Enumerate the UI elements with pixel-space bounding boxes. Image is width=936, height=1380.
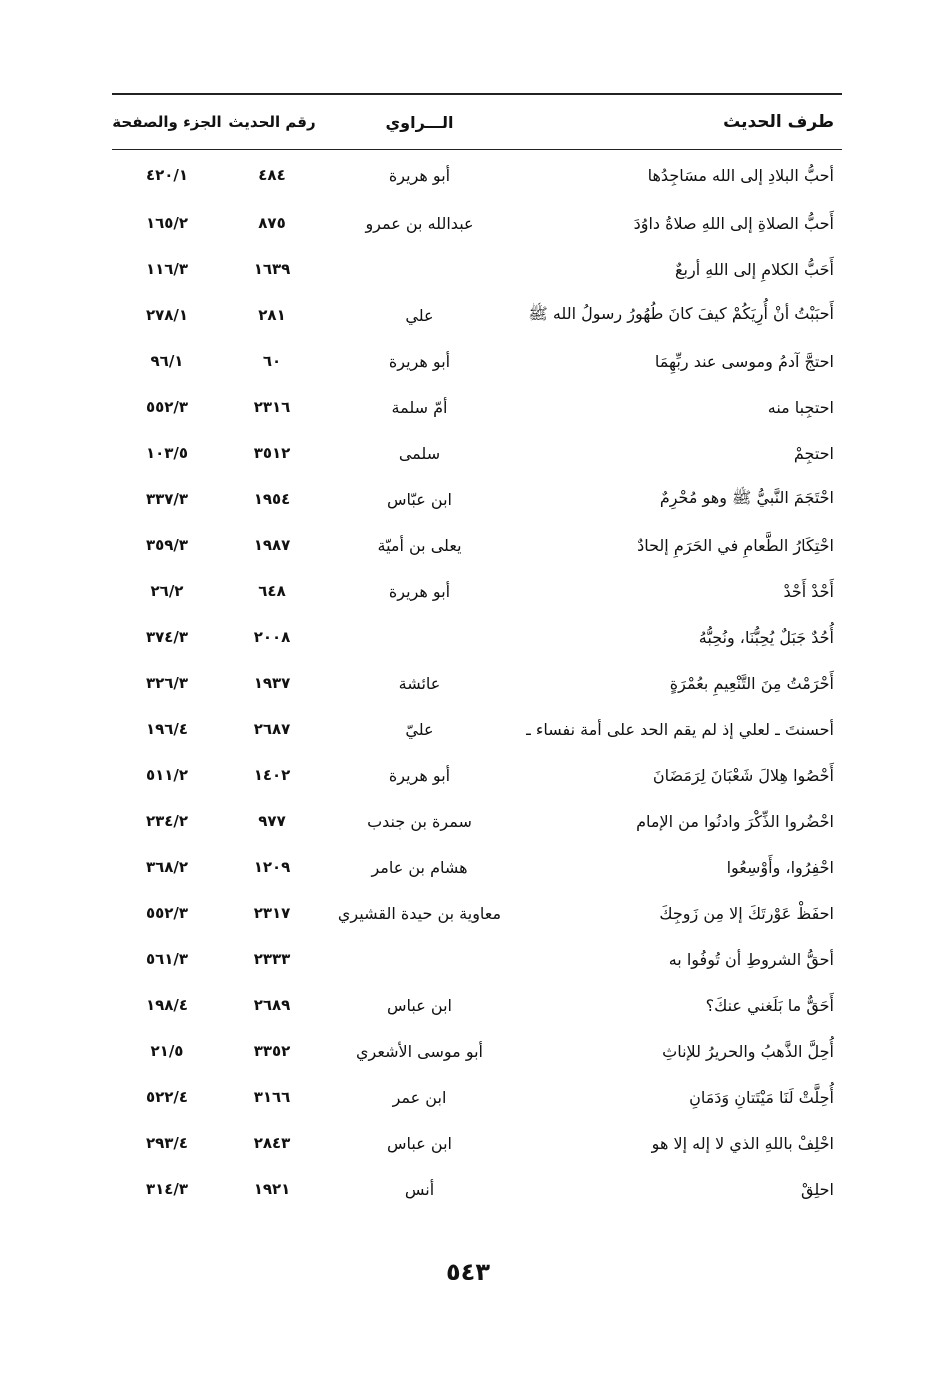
hadith-number: ٣٥١٢ [253,444,291,462]
volume-page: ٥١١/٢ [145,766,189,784]
volume-page: ٣٦٨/٢ [145,858,189,876]
header-hadith-number: رقم الحديث [222,94,322,150]
volume-page: ٣٢٦/٣ [145,674,189,692]
table-row [112,936,842,982]
table-row [112,1120,842,1166]
narrator: ابن عبّاس [387,489,452,509]
volume-page: ٢٦/٢ [150,582,184,600]
volume-page: ٩٦/١ [150,352,184,370]
narrator: عليّ [405,719,434,739]
hadith-text: احتجِبا منه [767,397,834,417]
table-row [112,1166,842,1212]
header-hadith-text: طرف الحديث [517,94,842,150]
hadith-text: أَحَبُّ الكلامِ إلى اللهِ أربعٌ [675,259,834,279]
table-row [112,430,842,476]
volume-page: ٥٢٢/٤ [145,1088,189,1106]
table-row [112,844,842,890]
hadith-text: احتجَّ آدمُ وموسى عند ربِّهِمَا [654,351,834,371]
table-row [112,982,842,1028]
narrator: عبدالله بن عمرو [365,213,474,233]
table-row [112,292,842,338]
hadith-text: أُحُدٌ جَبَلٌ يُحِبُّنَا، ونُحِبُّهُ [698,627,834,647]
hadith-text: احتجِمْ [793,443,834,463]
narrator: معاوية بن حيدة القشيري [337,903,502,923]
volume-page: ٢٩٣/٤ [145,1134,189,1152]
hadith-number: ٤٨٤ [258,166,286,184]
volume-page: ٢١/٥ [150,1042,184,1060]
volume-page: ١١٦/٣ [145,260,189,278]
table-row [112,890,842,936]
narrator: علي [405,305,434,325]
narrator: أبو هريرة [388,765,451,785]
table-row [112,522,842,568]
table-row [112,660,842,706]
hadith-text: أُحِلَّ الذَّهبُ والحريرُ للإناثِ [662,1041,834,1061]
hadith-text: احْفِرُوا، وأَوْسِعُوا [726,857,834,877]
hadith-text: احْتَجَمَ النَّبيُّ ﷺ وهو مُحْرِمٌ [659,487,834,507]
volume-page: ٣٥٩/٣ [145,536,189,554]
table-row [112,798,842,844]
hadith-text: أَحبُّ الصلاةِ إلى اللهِ صلاةُ داوُدَ [633,213,834,233]
hadith-number: ١٩٣٧ [253,674,291,692]
volume-page: ٢٣٤/٢ [145,812,189,830]
hadith-number: ١٢٠٩ [253,858,291,876]
hadith-number: ٢٦٨٧ [253,720,291,738]
volume-page: ٥٥٢/٣ [145,904,189,922]
hadith-text: احلِقْ [801,1179,834,1199]
hadith-text: أَحْرَمْتُ مِنَ التَّنْعِيمِ بعُمْرَةٍ [669,673,834,693]
hadith-text: أَحْصُوا هِلالَ شَعْبَانَ لِرَمَضَانَ [652,765,834,785]
hadith-number: ٢٠٠٨ [253,628,291,646]
hadith-text: أحقُّ الشروطِ أن تُوفُوا به [668,949,834,969]
table-row [112,1028,842,1074]
hadith-text: احْضُروا الذِّكْرَ وادنُوا من الإمام [636,811,834,831]
narrator: أنس [404,1179,435,1199]
hadith-number: ٨٧٥ [258,214,286,232]
hadith-text: أَحبَبْتُ أنْ أُرِيَكُمْ كيفَ كانَ طُهُورُ رسولُ الله ﷺ [528,303,834,323]
volume-page: ٣٧٤/٣ [145,628,189,646]
hadith-number: ٢٨١ [258,306,286,324]
table-row [112,200,842,246]
volume-page: ١٩٦/٤ [145,720,189,738]
volume-page: ٣٣٧/٣ [145,490,189,508]
hadith-number: ١٤٠٢ [253,766,291,784]
table-row [112,752,842,798]
hadith-number: ٣٣٥٢ [253,1042,291,1060]
hadith-number: ١٩٥٤ [253,490,291,508]
narrator: ابن عباس [387,995,452,1015]
hadith-text: احْلِفْ باللهِ الذي لا إله إلا هو [651,1133,834,1153]
hadith-text: أَحْدْ أَحْدْ [783,581,834,601]
hadith-number: ٩٧٧ [258,812,286,830]
header-narrator: الـــراوي [322,94,517,150]
hadith-number: ٢٦٨٩ [253,996,291,1014]
hadith-text: أُحِلَّتْ لَنَا مَيْتَتانِ وَدَمَانِ [689,1087,834,1107]
hadith-number: ٣١٦٦ [253,1088,291,1106]
narrator: ابن عباس [387,1133,452,1153]
volume-page: ١٠٣/٥ [145,444,189,462]
table-row [112,246,842,292]
hadith-number: ٢٨٤٣ [253,1134,291,1152]
table-row [112,150,842,201]
narrator: أبو هريرة [388,581,451,601]
hadith-text: أَحَقٌّ ما بَلَغني عنكَ؟ [705,995,834,1015]
volume-page: ٢٧٨/١ [145,306,189,324]
volume-page: ٣١٤/٣ [145,1180,189,1198]
narrator [322,614,517,660]
volume-page: ٥٥٢/٣ [145,398,189,416]
table-row [112,1074,842,1120]
table-row [112,614,842,660]
hadith-text: أحبُّ البلادِ إلى الله مسَاجِدُها [647,165,834,185]
volume-page: ٥٦١/٣ [145,950,189,968]
volume-page: ١٩٨/٤ [145,996,189,1014]
table-header [112,94,842,150]
narrator: ابن عمر [392,1087,447,1107]
hadith-number: ١٩٨٧ [253,536,291,554]
header-volume-page: الجزء والصفحة [112,94,222,150]
page-number: ٥٤٣ [446,1258,490,1286]
hadith-text: أحسنتَ ـ لعلي إذ لم يقم الحد على أمة نفساء ـ [526,719,834,739]
narrator: أمّ سلمة [391,397,448,417]
hadith-number: ٢٣١٧ [253,904,291,922]
hadith-number: ١٦٣٩ [253,260,291,278]
table-row [112,568,842,614]
narrator [322,246,517,292]
table-row [112,384,842,430]
hadith-number: ٢٣٣٣ [253,950,291,968]
narrator: سلمى [398,443,441,463]
volume-page: ١٦٥/٢ [145,214,189,232]
hadith-number: ١٩٢١ [253,1180,291,1198]
hadith-text: احفَظْ عَوْرتَكَ إلا مِن زَوجِكَ [659,903,834,923]
table-body [112,150,842,1213]
volume-page: ٤٢٠/١ [145,166,189,184]
table-row [112,706,842,752]
hadith-text: احْتِكَارُ الطَّعامِ في الحَرَمِ إلحادٌ [637,535,834,555]
narrator: أبو هريرة [388,351,451,371]
hadith-number: ٢٣١٦ [253,398,291,416]
narrator [322,936,517,982]
narrator: سمرة بن جندب [367,811,472,831]
table-row [112,476,842,522]
hadith-index-table [112,93,842,1212]
narrator: أبو موسى الأشعري [356,1041,483,1061]
hadith-number: ٦٤٨ [258,582,286,600]
narrator: أبو هريرة [388,165,451,185]
narrator: يعلى بن أميّة [377,535,462,555]
table-row [112,338,842,384]
narrator: هشام بن عامر [371,857,468,877]
narrator: عائشة [398,673,441,693]
hadith-number: ٦٠ [262,352,282,370]
